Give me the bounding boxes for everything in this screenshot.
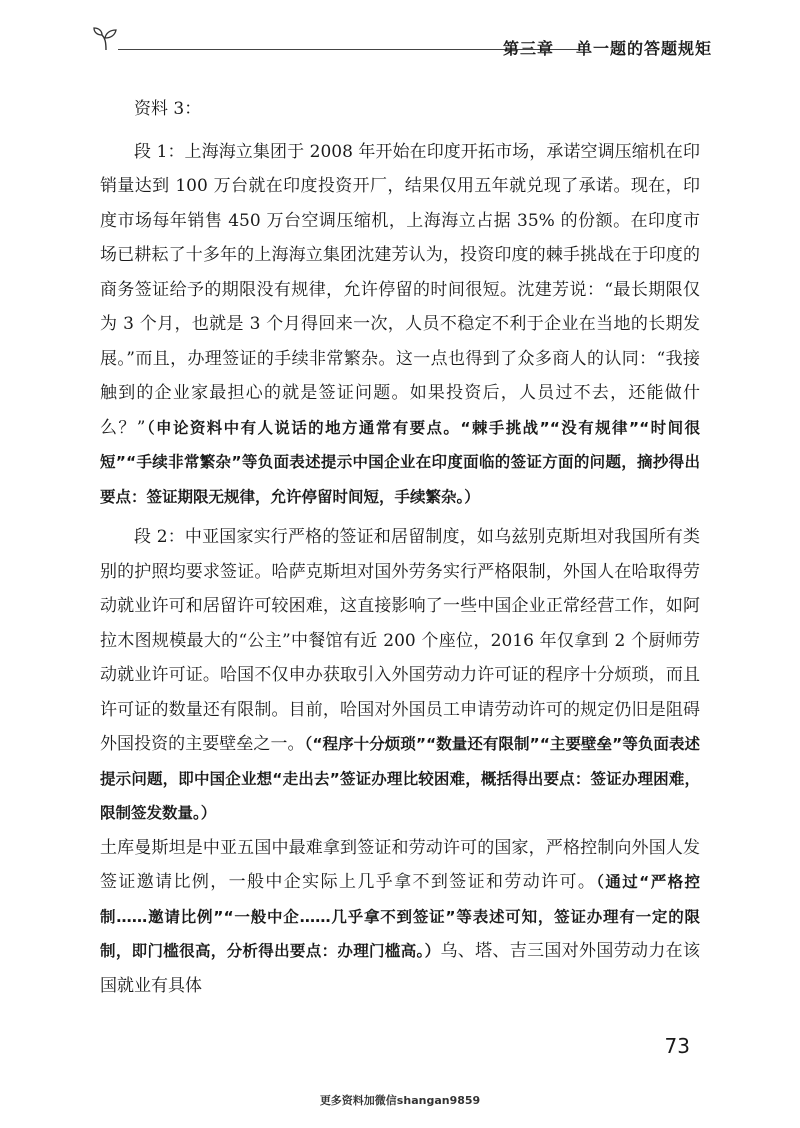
analysis-note: （通过“严格控制……邀请比例”“一般中企……几乎拿不到签证”等表述可知，签证办理有一定的限制，即门槛很高，分析得出要点：办理门槛高。）: [100, 873, 701, 960]
chapter-number: 第三章: [502, 39, 554, 58]
paragraph-text: 段 2：中亚国家实行严格的签证和居留制度，如乌兹别克斯坦对我国所有类别的护照均要求签证。哈萨克斯坦对国外劳务实行严格限制，外国人在哈取得劳动就业许可和居留许可较困难，这直接影响了一些中国企业正常经营工作，如阿拉木图规模最大的“公主”中餐馆有近 200 个座位，2016 年仅拿到 2 个厨师劳动就业许可证。哈国不仅申办获取引入外国劳动力许可证的程序十分烦琐，而且许可证的数量还有限制。目前，哈国对外国员工申请劳动许可的规定仍旧是阻碍外国投资的主要壁垒之一。: [100, 527, 700, 754]
page-number: 73: [664, 1034, 690, 1058]
paragraph-text: 段 1：上海海立集团于 2008 年开始在印度开拓市场，承诺空调压缩机在印销量达到 100 万台就在印度投资开厂，结果仅用五年就兑现了承诺。现在，印度市场每年销售 450 万台空调压缩机，上海海立占据 35% 的份额。在印度市场已耕耘了十多年的上海海立集团沈建芳认为，投资印度的棘手挑战在于印度的商务签证给予的期限没有规律，允许停留的时间很短。沈建芳说：“最长期限仅为 3 个月，也就是 3 个月得回来一次，人员不稳定不利于企业在当地的长期发展。”而且，办理签证的手续非常繁杂。这一点也得到了众多商人的认同：“我接触到的企业家最担心的就是签证问题。如果投资后，人员过不去，还能做什么？”: [100, 141, 700, 438]
running-header: [92, 24, 712, 64]
sprout-icon: [92, 26, 120, 52]
paragraph-1: [100, 135, 700, 515]
paragraph-2: [100, 520, 700, 831]
chapter-heading: [503, 36, 712, 59]
page-body: [100, 92, 700, 1003]
paragraph-3: [100, 831, 700, 1004]
analysis-note: （“程序十分烦琐”“数量还有限制”“主要壁垒”等负面表述提示问题，即中国企业想“走出去”签证办理比较困难，概括得出要点：签证办理困难，限制签发数量。）: [100, 735, 701, 822]
analysis-note: （申论资料中有人说话的地方通常有要点。“棘手挑战”“没有规律”“时间很短”“手续非常繁杂”等负面表述提示中国企业在印度面临的签证方面的问题，摘抄得出要点：签证期限无规律，允许停留时间短，手续繁杂。）: [100, 418, 700, 506]
footer-note: 更多资料加微信shangan9859: [319, 1094, 481, 1107]
chapter-title: 单一题的答题规矩: [575, 39, 712, 58]
paragraph-text-continued: 乌、塔、吉三国对外国劳动力在该国就业有具体: [100, 941, 701, 996]
material-title: 资料 3：: [134, 99, 202, 119]
paragraph-text: 土库曼斯坦是中亚五国中最难拿到签证和劳动许可的国家，严格控制向外国人发签证邀请比例，一般中企实际上几乎拿不到签证和劳动许可。: [100, 837, 700, 892]
